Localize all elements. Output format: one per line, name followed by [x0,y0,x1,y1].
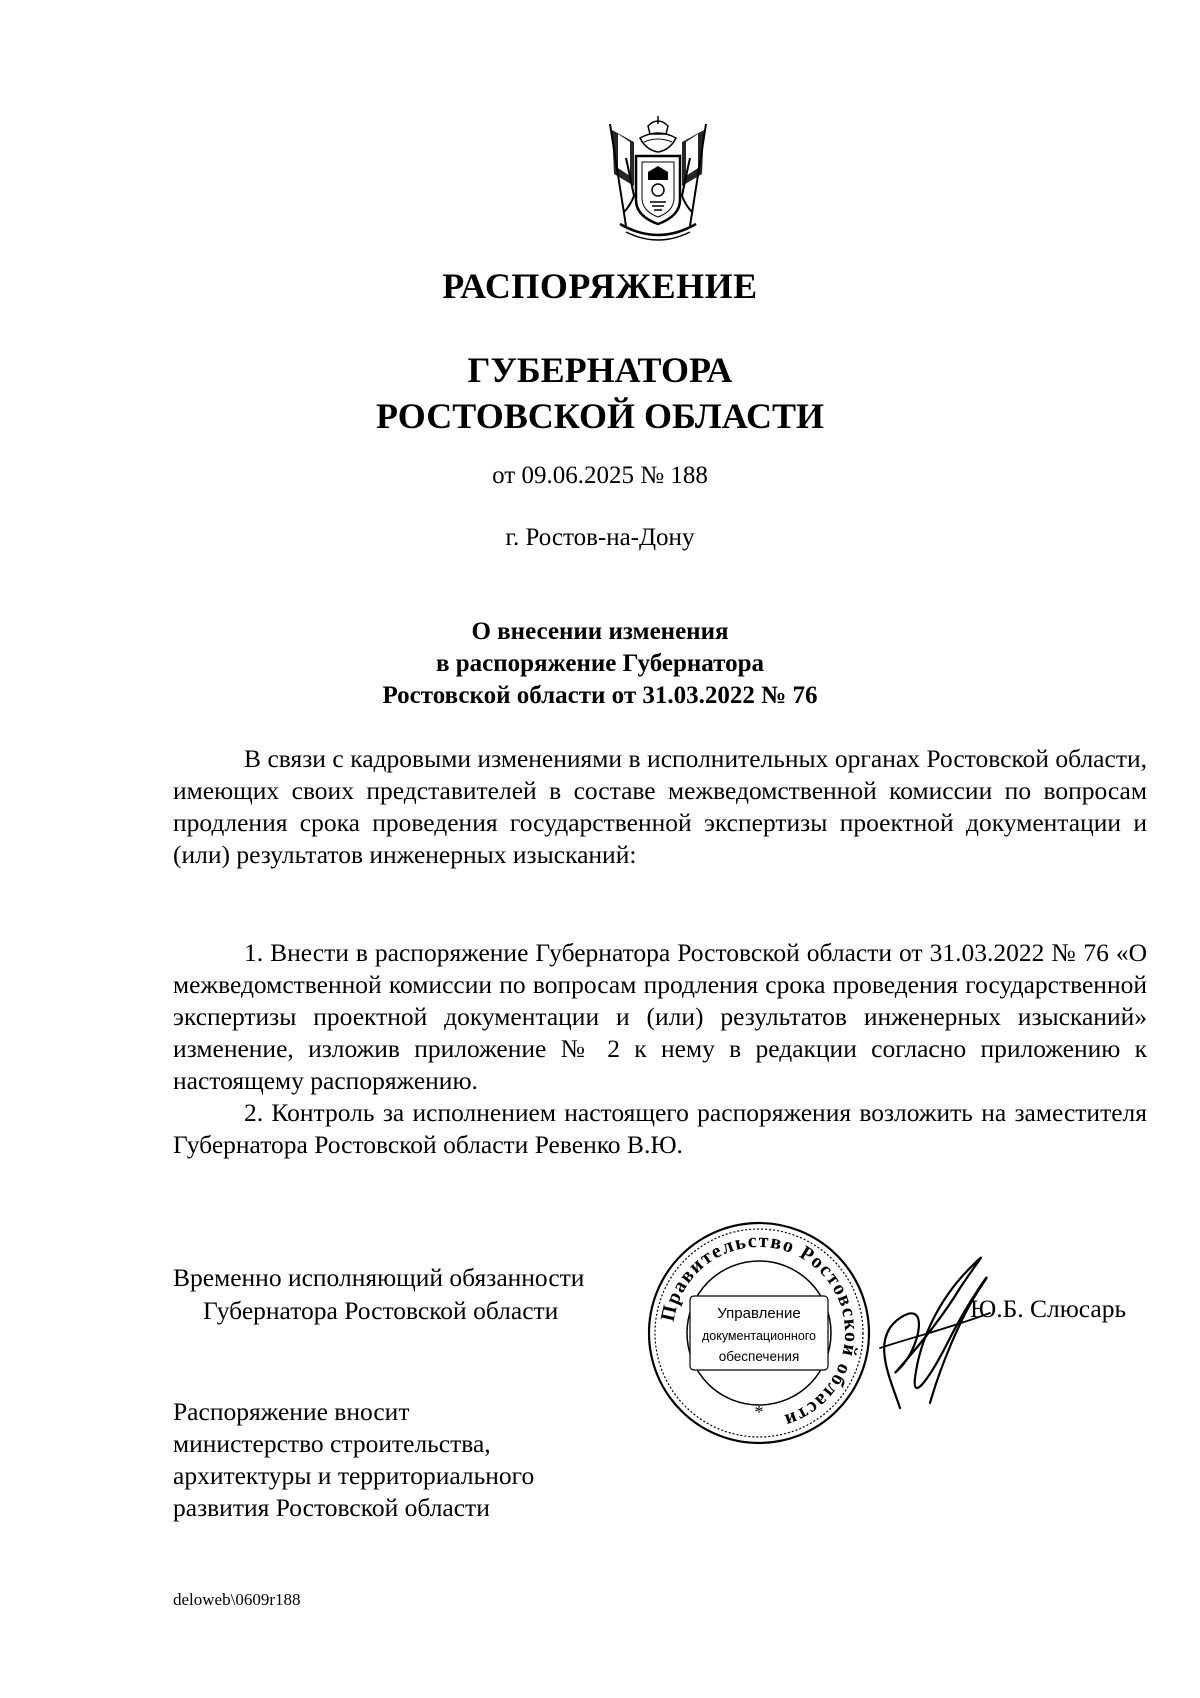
issuer-title [0,347,1200,439]
subject-line-3: Ростовской области от 31.03.2022 № 76 [382,682,818,709]
document-type: РАСПОРЯЖЕНИЕ [442,266,758,306]
issuer-line-1: ГУБЕРНАТОРА [467,350,733,390]
stamp-center-line-1: Управление [717,1305,801,1322]
stamp-bottom-mark: * [754,1402,764,1422]
preamble-paragraph [173,743,1147,871]
date-number: от 09.06.2025 № 188 [492,462,708,489]
stamp-ring-text: Правительство Ростовской области [656,1229,863,1433]
stamp-center-line-2: документационного [701,1329,817,1343]
stamp-center-line-3: обеспечения [718,1349,800,1364]
city: г. Ростов-на-Дону [505,524,695,551]
preamble-text: В связи с кадровыми изменениями в исполнительных органах Ростовской области, имеющих своих представителей в составе межведомственной комиссии по вопросам продления срока проведения государственной экспертизы проектной документации и (или) результатов инженерных изысканий: [173,744,1147,869]
subject-line-1: О внесении изменения [471,618,729,645]
coat-of-arms-icon [604,116,712,246]
file-reference: deloweb\0609r188 [173,1590,301,1609]
position-line-2: Губернатора Ростовской области [203,1296,559,1325]
item-2: 2. Контроль за исполнением настоящего распоряжения возложить на заместителя Губернатора Ростовской области Ревенко В.Ю. [173,1098,1147,1159]
signatory-name: Ю.Б. Слюсарь [970,1294,1127,1323]
document-subject [0,616,1200,712]
subject-line-2: в распоряжение Губернатора [435,650,765,677]
author-line-2: министерство строительства, [173,1429,491,1458]
issuer-line-2: РОСТОВСКОЙ ОБЛАСТИ [376,396,824,436]
submitted-by-block [173,1396,534,1524]
signatory-position [173,1261,643,1327]
handwritten-signature [860,1228,1010,1428]
author-line-1: Распоряжение вносит [173,1397,410,1426]
author-line-4: развития Ростовской области [173,1493,490,1522]
position-line-1: Временно исполняющий обязанности [173,1263,585,1292]
official-stamp [646,1220,872,1446]
item-1: 1. Внести в распоряжение Губернатора Ростовской области от 31.03.2022 № 76 «О межведомственной комиссии по вопросам продления срока проведения государственной экспертизы проектной документации и (или) результатов инженерных изысканий» изменение, изложив приложение № 2 к нему в редакции согласно приложению к настоящему распоряжению. [173,938,1147,1095]
author-line-3: архитектуры и территориального [173,1461,535,1490]
items-block [173,937,1147,1161]
